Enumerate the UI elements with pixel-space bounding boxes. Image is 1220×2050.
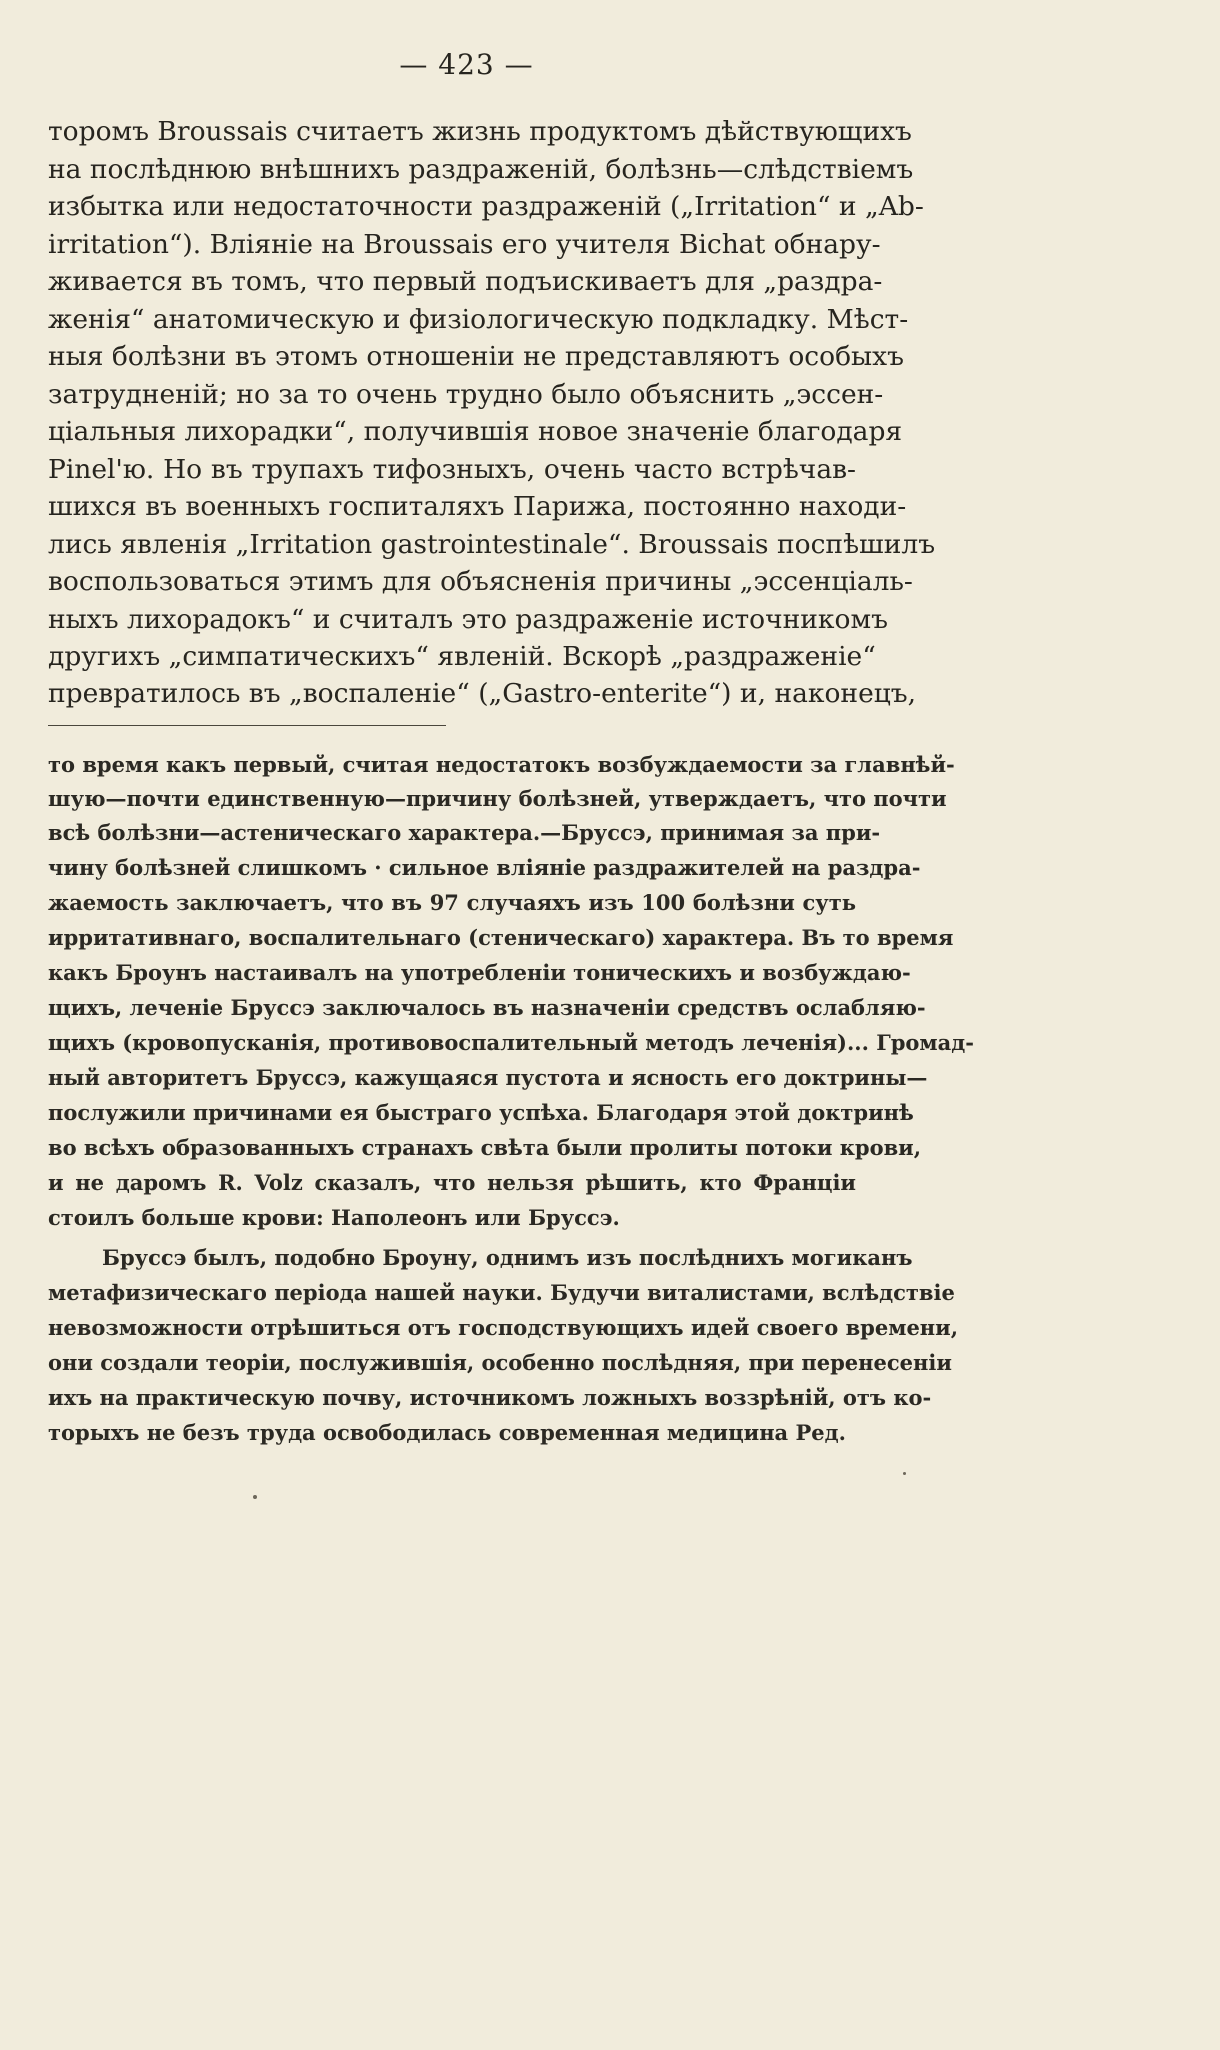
main-text-line: женія“ анатомическую и физіологическую подкладку. Мѣст-: [48, 304, 909, 335]
paper-speck: [903, 1472, 906, 1475]
main-text-line: избытка или недостаточности раздраженій („Irritation“ и „Ab-: [48, 191, 924, 222]
main-text-line: шихся въ военныхъ госпиталяхъ Парижа, постоянно находи-: [48, 491, 907, 522]
footnote-line: всѣ болѣзни—астеническаго характера.—Бруссэ, принимая за при-: [48, 820, 881, 845]
main-text-line: воспользоваться этимъ для объясненія причины „эссенціаль-: [48, 566, 913, 597]
main-text-line: ныя болѣзни въ этомъ отношеніи не представляютъ особыхъ: [48, 341, 904, 372]
footnote-line: шую—почти единственную—причину болѣзней, утверждаетъ, что почти: [48, 786, 947, 811]
footnote-line: чину болѣзней слишкомъ · сильное вліяніе раздражителей на раздра-: [48, 855, 921, 880]
footnote-line: невозможности отрѣшиться отъ господствующихъ идей своего времени,: [48, 1315, 959, 1340]
footnote-line: Бруссэ былъ, подобно Броуну, однимъ изъ послѣднихъ могиканъ: [102, 1245, 913, 1270]
footnote-line: ный авторитетъ Бруссэ, кажущаяся пустота и ясность его доктрины—: [48, 1065, 928, 1090]
main-text-line: на послѣднюю внѣшнихъ раздраженій, болѣзнь—слѣдствіемъ: [48, 154, 914, 185]
footnote-line: жаемость заключаетъ, что въ 97 случаяхъ изъ 100 болѣзни суть: [48, 890, 856, 915]
main-text-line: превратилось въ „воспаленіе“ („Gastro-enterite“) и, наконецъ,: [48, 678, 917, 709]
page-number: — 423 —: [399, 48, 534, 81]
main-text-line: irritation“). Вліяніе на Broussais его учителя Bichat обнару-: [48, 229, 881, 260]
footnote-separator: [48, 725, 446, 726]
footnote-line: какъ Броунъ настаивалъ на употребленіи тоническихъ и возбуждаю-: [48, 960, 911, 985]
paper-speck: [253, 1495, 257, 1499]
footnote-line: ихъ на практическую почву, источникомъ ложныхъ воззрѣній, отъ ко-: [48, 1385, 932, 1410]
footnote-line: щихъ, леченіе Бруссэ заключалось въ назначеніи средствъ ослабляю-: [48, 995, 926, 1020]
main-text-line: лись явленія „Irritation gastrointestinale“. Broussais поспѣшилъ: [48, 529, 936, 560]
main-text-line: ціальныя лихорадки“, получившія новое значеніе благодаря: [48, 416, 903, 447]
footnote-line: щихъ (кровопусканія, противовоспалительный методъ леченія)... Громад-: [48, 1030, 974, 1055]
footnote-line: то время какъ первый, считая недостатокъ возбуждаемости за главнѣй-: [48, 752, 955, 777]
footnote-line: стоилъ больше крови: Наполеонъ или Бруссэ.: [48, 1205, 620, 1230]
main-text-line: торомъ Broussais считаетъ жизнь продуктомъ дѣйствующихъ: [48, 116, 912, 147]
footnote-line: они создали теоріи, послужившія, особенно послѣдняя, при перенесеніи: [48, 1350, 952, 1375]
footnote-line: ирритативнаго, воспалительнаго (стеническаго) характера. Въ то время: [48, 925, 954, 950]
main-text-line: затрудненій; но за то очень трудно было объяснить „эссен-: [48, 379, 884, 410]
main-text-line: Pinel'ю. Но въ трупахъ тифозныхъ, очень часто встрѣчав-: [48, 454, 856, 485]
footnote-line: послужили причинами ея быстраго успѣха. Благодаря этой доктринѣ: [48, 1100, 914, 1125]
footnote-line: во всѣхъ образованныхъ странахъ свѣта были пролиты потоки крови,: [48, 1135, 922, 1160]
main-text-line: ныхъ лихорадокъ“ и считалъ это раздраженіе источникомъ: [48, 604, 888, 635]
footnote-line: торыхъ не безъ труда освободилась современная медицина Ред.: [48, 1420, 846, 1445]
footnote-line: метафизическаго періода нашей науки. Будучи виталистами, вслѣдствіе: [48, 1280, 955, 1305]
main-text-line: живается въ томъ, что первый подъискиваетъ для „раздра-: [48, 266, 883, 297]
footnote-line: и не даромъ R. Volz сказалъ, что нельзя рѣшить, кто Франціи: [48, 1170, 856, 1195]
main-text-line: другихъ „симпатическихъ“ явленій. Вскорѣ „раздраженіе“: [48, 641, 876, 672]
